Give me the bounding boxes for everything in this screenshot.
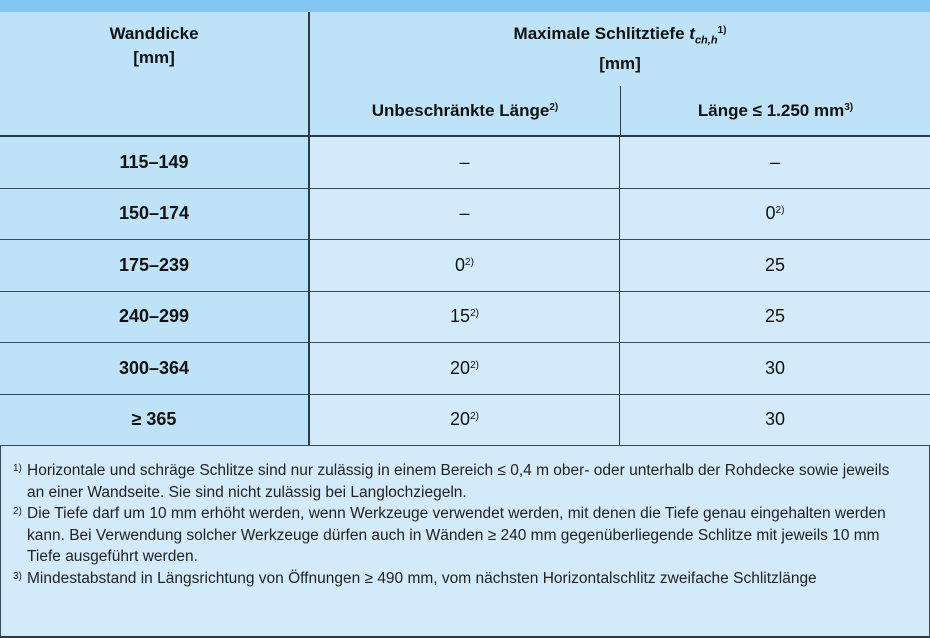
slot-depth-table [0, 12, 930, 446]
header-max-slot-depth-unit: [mm] [599, 54, 641, 74]
wall-thickness-cell: 115–149 [0, 137, 310, 188]
header-unlimited-length [310, 86, 620, 135]
limited-depth-cell: 25 [620, 240, 930, 291]
limited-depth-cell: 30 [620, 395, 930, 446]
limited-depth-cell: 25 [620, 292, 930, 343]
footnote-1: 1) Horizontale und schräge Schlitze sind nur zulässig in einem Bereich ≤ 0,4 m ober- oder unterhalb der Rohdecke sowie jeweils an einer Wandseite. Sie sind nicht zulässig bei Langlochziegeln. [13, 462, 890, 501]
footnote-3: 3) Mindestabstand in Längsrichtung von Öffnungen ≥ 490 mm, vom nächsten Horizontalschlitz zweifache Schlitzlänge [13, 569, 817, 587]
header-wall-thickness-unit: [mm] [133, 48, 175, 67]
wall-thickness-cell: 240–299 [0, 292, 310, 343]
wall-thickness-cell: 175–239 [0, 240, 310, 291]
top-band [0, 0, 930, 12]
unlimited-depth-cell: 15 $^{2)}$ [310, 292, 620, 343]
header-symbol: t [689, 24, 695, 43]
limited-depth-cell: – [620, 137, 930, 188]
footnote-ref: 1) [717, 25, 727, 36]
table-row [0, 292, 930, 344]
header-symbol-subscript: ch,h [694, 34, 718, 47]
unlimited-depth-cell: 0 $^{2)}$ [310, 240, 620, 291]
header-wall-thickness-label: Wanddicke [109, 24, 199, 43]
wall-thickness-cell: ≥ 365 [0, 395, 310, 446]
unlimited-depth-cell: 20 $^{2)}$ [310, 343, 620, 394]
header-limited-length [620, 86, 930, 135]
footnotes [0, 446, 930, 638]
footnote-ref: 2) [549, 102, 559, 113]
limited-depth-cell: 0 $^{2)}$ [620, 189, 930, 240]
table-row [0, 137, 930, 189]
table-row [0, 189, 930, 241]
unlimited-depth-cell: – [310, 189, 620, 240]
table-row [0, 240, 930, 292]
unlimited-depth-cell: – [310, 137, 620, 188]
header-max-slot-depth [310, 12, 930, 76]
table-header [0, 12, 930, 137]
limited-depth-cell: 30 [620, 343, 930, 394]
wall-thickness-cell: 150–174 [0, 189, 310, 240]
header-limited-length-label: Länge ≤ 1.250 mm [697, 101, 845, 120]
footnote-2: 2) Die Tiefe darf um 10 mm erhöht werden, wenn Werkzeuge verwendet werden, mit denen die Tiefe genau eingehalten werden kann. Bei Verwendung solcher Werkzeuge dürfen auch in Wänden ≥ 240 mm gegenüberliegende Schlitze mit jeweils 10 mm Tiefe ausgeführt werden. [13, 505, 886, 565]
header-unlimited-length-label: Unbeschränkte Länge [371, 101, 550, 120]
unlimited-depth-cell: 20 $^{2)}$ [310, 395, 620, 446]
header-wall-thickness [0, 12, 310, 135]
footnote-ref: 3) [844, 102, 854, 113]
table-row [0, 395, 930, 447]
table-row [0, 343, 930, 395]
wall-thickness-cell: 300–364 [0, 343, 310, 394]
header-max-slot-depth-label: Maximale Schlitztiefe [513, 24, 690, 43]
